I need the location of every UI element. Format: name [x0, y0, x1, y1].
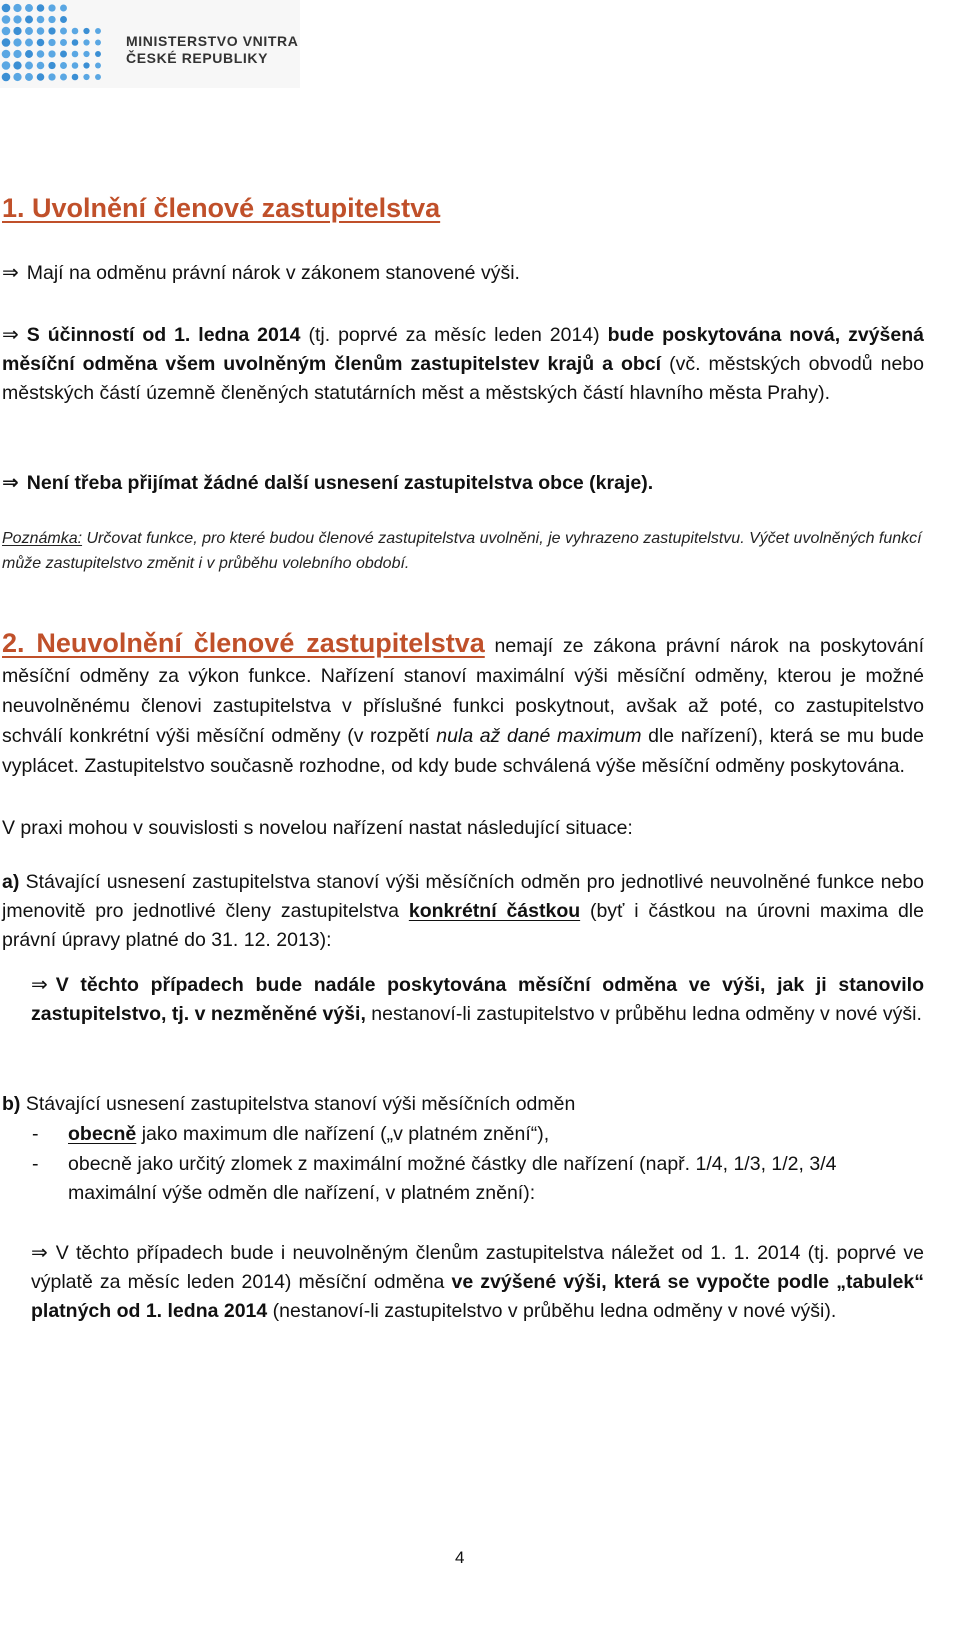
logo-dot: [13, 4, 21, 12]
logo-dot: [13, 15, 21, 23]
logo-dot: [72, 28, 79, 35]
logo-dot: [83, 74, 89, 80]
logo-dot: [48, 73, 55, 80]
bullet-1: ⇒ Mají na odměnu právní nárok v zákonem stanovené výši.: [2, 260, 520, 284]
logo-dot: [2, 61, 11, 70]
logo-dot: [25, 27, 33, 35]
logo-dot: [48, 16, 55, 23]
dash-1: -: [32, 1123, 39, 1145]
logo-dot: [37, 73, 45, 81]
logo-dot: [13, 38, 21, 46]
logo-dot: [37, 50, 45, 58]
bullet-2: ⇒ S účinností od 1. ledna 2014 (tj. poprvé za měsíc leden 2014) bude poskytována nová, zvýšená měsíční odměna všem uvolněným členům zastupitelstev krajů a obcí (vč. městských obvodů nebo městských částí územně členěných statutárních měst a městských částí hlavního města Prahy).: [2, 322, 924, 404]
logo-dot: [48, 4, 55, 11]
logo-dot: [95, 63, 101, 69]
implies-arrow-icon: ⇒: [2, 470, 19, 494]
logo-dot: [72, 62, 79, 69]
implies-arrow-icon: ⇒: [2, 260, 19, 284]
logo-dot: [37, 27, 45, 35]
logo-dot: [83, 39, 89, 45]
logo-dot: [2, 27, 11, 36]
logo-dot: [2, 50, 11, 59]
logo-dot: [60, 62, 67, 69]
section-1-heading: 1. Uvolnění členové zastupitelstva: [2, 193, 441, 223]
implies-arrow-icon: ⇒: [31, 1240, 48, 1264]
logo-dot: [37, 16, 45, 24]
bullet-3: ⇒ Není třeba přijímat žádné další usnesení zastupitelstva obce (kraje).: [2, 470, 654, 494]
page-number: 4: [455, 1548, 465, 1567]
logo-dot: [13, 73, 21, 81]
logo-dot: [60, 51, 67, 58]
ministry-logo: [0, 0, 300, 88]
case-b-item-1: obecně jako maximum dle nařízení („v platném znění“),: [68, 1123, 550, 1145]
case-a: a) Stávající usnesení zastupitelstva stanoví výši měsíčních odměn pro jednotlivé neuvolněné funkce nebo jmenovitě pro jednotlivé členy zastupitelstva konkrétní částkou (byť i částkou na úrovni maxima dle právní úpravy platné do 31. 12. 2013):: [2, 871, 924, 951]
logo-dot: [2, 73, 11, 82]
logo-line-1: MINISTERSTVO VNITRA: [126, 33, 299, 49]
logo-dot: [2, 4, 11, 13]
logo-dot: [72, 51, 79, 58]
logo-dot: [37, 4, 45, 12]
section-2-paragraph: 2. Neuvolnění členové zastupitelstva nemají ze zákona právní nárok na poskytování měsíční odměny za výkon funkce. Nařízení stanoví maximální výši měsíční odměny, kterou je možné neuvolněnému členovi zastupitelstva v příslušné funkci poskytnout, avšak až poté, co zastupitelstvo schválí konkrétní výši měsíční odměny (v rozpětí nula až dané maximum dle nařízení), která se mu bude vyplácet. Zastupitelstvo současně rozhodne, od kdy bude schválená výše měsíční odměny poskytována.: [2, 628, 924, 777]
logo-dot: [72, 74, 79, 81]
logo-dot: [48, 27, 55, 34]
logo-dot: [83, 28, 89, 34]
logo-dot: [2, 15, 11, 24]
logo-dot: [83, 62, 89, 68]
logo-dot: [13, 50, 21, 58]
logo-dot: [48, 50, 55, 57]
logo-dot: [25, 62, 33, 70]
logo-dot: [25, 4, 33, 12]
note: Poznámka: Určovat funkce, pro které budou členové zastupitelstva uvolněni, je vyhrazeno zastupitelstvu. Výčet uvolněných funkcí může zastupitelstvo změnit i v průběhu volebního období.: [2, 530, 922, 572]
logo-dot: [60, 16, 67, 23]
case-b-result: ⇒ V těchto případech bude i neuvolněným členům zastupitelstva náležet od 1. 1. 2014 (tj. poprvé ve výplatě za měsíc leden 2014) měsíční odměna ve zvýšené výši, která se vypočte podle „tabulek“ platných od 1. ledna 2014 (nestanoví-li zastupitelstvo v průběhu ledna odměny v nové výši).: [31, 1240, 924, 1322]
implies-arrow-icon: ⇒: [31, 972, 48, 996]
implies-arrow-icon: ⇒: [2, 322, 19, 346]
logo-dot: [60, 28, 67, 35]
logo-dot: [13, 61, 21, 69]
logo-dot: [60, 74, 67, 81]
case-b-item-2: obecně jako určitý zlomek z maximální možné částky dle nařízení (např. 1/4, 1/3, 1/2, 3/4 maximální výše odměn dle nařízení, v platném znění):: [68, 1153, 837, 1204]
logo-dot: [95, 40, 101, 46]
logo-dot: [95, 28, 101, 34]
logo-dot: [60, 5, 67, 12]
logo-dots-icon: [0, 0, 110, 88]
logo-dot: [2, 38, 11, 47]
case-a-result: ⇒ V těchto případech bude nadále poskytována měsíční odměna ve výši, jak ji stanovilo zastupitelstvo, tj. v nezměněné výši, nestanoví-li zastupitelstvo v průběhu ledna odměny v nové výši.: [31, 972, 924, 1025]
logo-dot: [72, 39, 79, 46]
logo-dot: [25, 50, 33, 58]
logo-dot: [83, 51, 89, 57]
logo-dot: [60, 39, 67, 46]
logo-dot: [48, 39, 55, 46]
practice-intro: V praxi mohou v souvislosti s novelou nařízení nastat následující situace:: [2, 817, 633, 839]
case-b: b) Stávající usnesení zastupitelstva stanoví výši měsíčních odměn: [2, 1093, 576, 1115]
logo-line-2: ČESKÉ REPUBLIKY: [126, 50, 269, 66]
logo-dot: [37, 39, 45, 47]
section-2-heading: 2. Neuvolnění členové zastupitelstva: [2, 628, 485, 658]
logo-dot: [95, 51, 101, 57]
logo-dot: [25, 73, 33, 81]
logo-dot: [37, 62, 45, 70]
logo-dot: [95, 74, 101, 80]
logo-text: [126, 33, 298, 67]
dash-2: -: [32, 1153, 39, 1175]
logo-dot: [48, 62, 55, 69]
logo-dot: [25, 16, 33, 24]
logo-dot: [13, 27, 21, 35]
logo-dot: [25, 39, 33, 47]
note-label: Poznámka:: [2, 530, 83, 547]
